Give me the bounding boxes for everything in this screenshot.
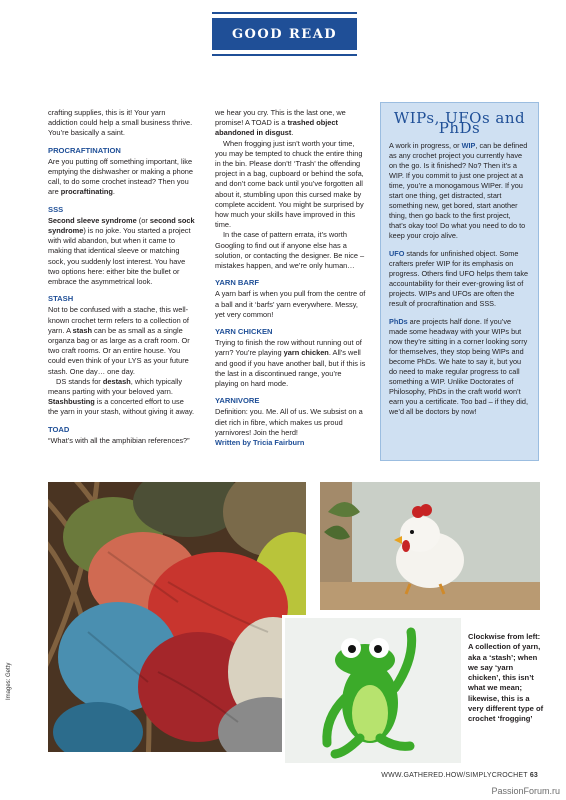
yarnivore-paragraph: Definition: you. Me. All of us. We subsist on a diet rich in fibre, which makes us proud yarnivores! Join the herd! [215, 407, 363, 437]
intro-paragraph: crafting supplies, this is it! Your yarn addiction could help a small business thrive. You’re basically a saint. [48, 108, 193, 138]
sss-paragraph: Second sleeve syndrome (or second sock syndrome) is no joke. You started a project with wild abandon, but when it came to making that identical sleeve or matching sock, you suddenly lost interest. You have two options here: either bite the bullet or embrace the asymmetrical look. [48, 215, 195, 287]
crochet-chicken-photo [320, 482, 540, 610]
byline: Written by Tricia Fairburn [215, 438, 305, 448]
sidebar-title: WIPs, UFOs and PhDs [393, 109, 526, 137]
sidebar-phd-paragraph: PhDs are projects half done. If you’ve made some headway with your WIPs but now they’re sitting in a corner looking sorry for themselves, they stop being WIPs and become PhDs. We hate to say it, but you do need to make regular progress to call something a WIP. Unlike Doctorates of Philosophy, PhDs in the craft world won’t earn you a certificate. Too bad – if they did, we’d all be doctors by now! [389, 317, 528, 416]
destash-paragraph: DS stands for destash, which typically means parting with your beloved yarn. Stashbusting is a concerted effort to use the yarn in your stash, without giving it away. [48, 376, 195, 417]
heading-toad: TOAD [48, 424, 70, 434]
yarn-chicken-paragraph: Trying to finish the row without running out of yarn? You’re playing yarn chicken. All’s well and good if you have another ball, but if this is the last in a discontinued range, you’re playing on hard mode. [215, 338, 366, 389]
yarn-stash-photo [48, 482, 306, 752]
heading-stash: STASH [48, 294, 74, 304]
photo-caption: Clockwise from left: A collection of yarn, aka a ‘stash’; when we say ‘yarn chicken’, this isn’t what we mean; likewise, this is a very different type of crochet ‘frogging’ [468, 632, 544, 724]
heading-procraftination: PROCRAFTINATION [48, 145, 121, 155]
banner-rule-bottom [212, 54, 357, 56]
sidebar-box [380, 102, 539, 461]
toad-paragraph: “What’s with all the amphibian references?” [48, 435, 190, 445]
errata-paragraph: In the case of pattern errata, it’s worth Googling to find out if anyone else has a solution, or contacting the designer. Be nice – mistakes happen, and we’re only human… [215, 230, 365, 271]
frogging-paragraph: When frogging just isn’t worth your time, you may be tempted to chuck the entire thing in the bin. Please don’t! ‘Trash’ the offending project in a bag, cupboard or behind the sofa, and don’t come back until you’ve forgotten all about it, stumbling upon this cursed make by complete accident. You might be surprised by how much your skills have improved in this time. [215, 138, 364, 230]
sidebar-ufo-paragraph: UFO stands for unfinished object. Some crafters prefer WIP for its emphasis on progress. Others find UFO helps them take accountability for their ever-growing list of projects. WIPs and UFOs are often the result of procraftination and SSS. [389, 249, 529, 308]
image-credit: Images: Getty [6, 662, 12, 700]
procraftination-paragraph: Are you putting off something important, like emptying the dishwasher or making a phone call, to do some crochet instead? Then you are procraftinating. [48, 156, 194, 197]
column-1 [48, 108, 196, 446]
heading-yarn-chicken: YARN CHICKEN [215, 327, 273, 337]
stash-paragraph: Not to be confused with a stache, this well-known crochet term refers to a collection of yarn. A stash can be as small as a single organza bag or as large as a craft room. Or two craft rooms. Or an entire house. You could even think of your LYS as your future stash. One day… one day. [48, 305, 190, 376]
column-2 [215, 108, 367, 448]
sidebar-wip-paragraph: A work in progress, or WIP, can be defined as any crochet project you currently have on the go. Is it finished? No? Then it’s a WIP. If you commit to just one project at a time, you’re a monogamous WIPer. If you start one thing, get distracted, start something new, get bored, start another thing, then go back to the first project, that’s okay too! Do what you need to do to keep your crojo alive. [389, 141, 528, 240]
heading-yarnivore: YARNIVORE [215, 396, 260, 406]
watermark: PassionForum.ru [491, 786, 560, 796]
footer-url[interactable]: WWW.GATHERED.HOW/SIMPLYCROCHET [381, 772, 528, 779]
toad-definition-paragraph: we hear you cry. This is the last one, we promise! A TOAD is a trashed object abandoned in disgust. [215, 108, 346, 138]
heading-yarn-barf: YARN BARF [215, 278, 260, 288]
yarn-barf-paragraph: A yarn barf is when you pull from the centre of a ball and it ‘barfs’ yarn everywhere. Messy, yet very common! [215, 289, 366, 319]
page-footer [381, 772, 538, 779]
banner-rule-top [212, 12, 357, 14]
page-number: 63 [529, 772, 538, 779]
crochet-frog-photo [282, 615, 464, 766]
section-banner: GOOD READ [212, 18, 357, 50]
heading-sss: SSS [48, 204, 64, 214]
